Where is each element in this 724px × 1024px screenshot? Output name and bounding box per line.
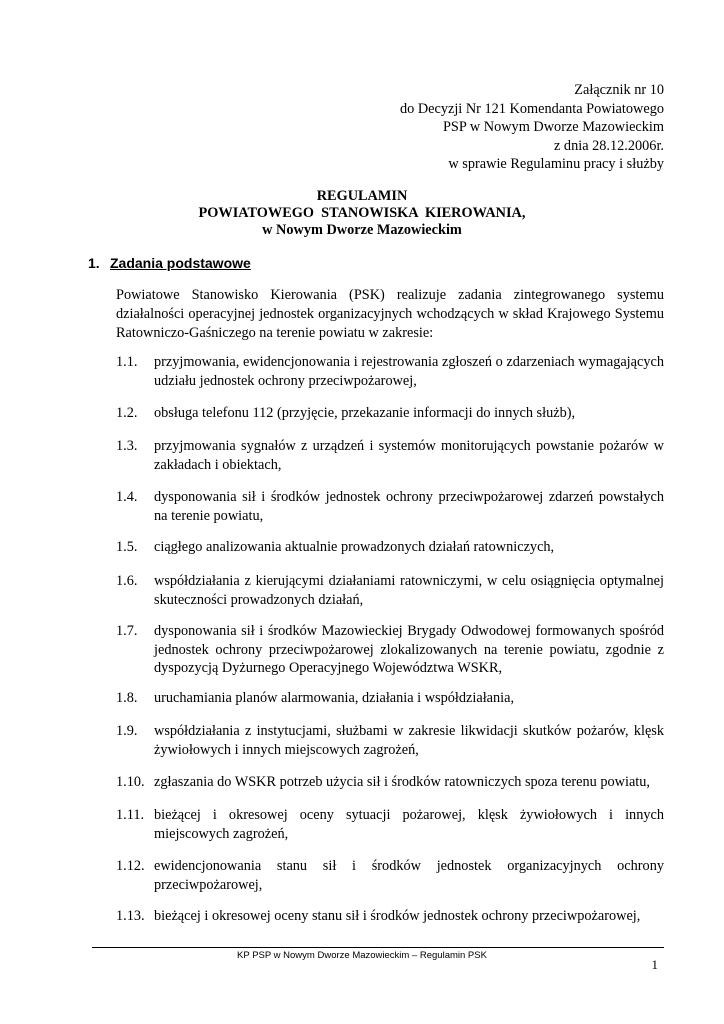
page-number: 1: [651, 957, 658, 972]
title-line-2: POWIATOWEGO STANOWISKA KIEROWANIA,: [198, 205, 526, 221]
item-text: ciągłego analizowania aktualnie prowadzonych działań ratowniczych,: [154, 539, 555, 555]
attachment-number: Załącznik nr 10: [574, 82, 664, 98]
section-heading: [88, 255, 251, 271]
title-line-1: REGULAMIN: [316, 188, 408, 204]
list-item: [116, 689, 664, 708]
list-item: [116, 437, 664, 474]
attachment-unit: PSP w Nowym Dworze Mazowieckim: [442, 119, 664, 136]
item-number: 1.6.: [116, 573, 138, 589]
item-text: dysponowania sił i środków jednostek ochrony przeciwpożarowej zdarzeń powstałych na terenie powiatu,: [154, 489, 664, 524]
item-number: 1.13.: [116, 908, 145, 924]
document-title: [60, 188, 664, 239]
item-number: 1.4.: [116, 489, 138, 505]
item-text: zgłaszania do WSKR potrzeb użycia sił i środków ratowniczych spoza terenu powiatu,: [154, 774, 651, 790]
item-text: bieżącej i okresowej oceny sytuacji pożarowej, klęsk żywiołowych i innych miejscowych zagrożeń,: [154, 807, 664, 842]
attachment-header: [400, 81, 664, 174]
item-text: dysponowania sił i środków Mazowieckiej Brygady Odwodowej formowanych spośród jednostek ochrony przeciwpożarowej zlokalizowanych na terenie powiatu, zgodnie z dyspozycją Dyżurnego Operacyjnego Województwa WSKR,: [154, 623, 664, 677]
list-item: [116, 488, 664, 525]
list-item: [116, 538, 664, 557]
footer-caption: KP PSP w Nowym Dworze Mazowieckim – Regulamin PSK: [237, 950, 487, 961]
intro-paragraph: Powiatowe Stanowisko Kierowania (PSK) realizuje zadania zintegrowanego systemu działalności operacyjnej jednostek organizacyjnych wchodzących w skład Krajowego Systemu Ratowniczo-Gaśniczego na terenie powiatu w zakresie:: [116, 287, 664, 341]
item-text: uruchamiania planów alarmowania, działania i współdziałania,: [154, 690, 515, 706]
item-number: 1.12.: [116, 858, 145, 874]
item-text: przyjmowania, ewidencjonowania i rejestrowania zgłoszeń o zdarzeniach wymagających udziału jednostek ochrony przeciwpożarowej,: [154, 354, 664, 389]
list-item: [116, 907, 664, 926]
item-number: 1.1.: [116, 354, 138, 370]
section-title: Zadania podstawowe: [110, 255, 251, 271]
list-item: [116, 353, 664, 390]
list-item: [116, 857, 664, 894]
title-line-3: w Nowym Dworze Mazowieckim: [262, 222, 462, 238]
item-number: 1.2.: [116, 405, 138, 421]
list-item: [116, 806, 664, 843]
item-number: 1.5.: [116, 539, 138, 555]
list-item: [116, 572, 664, 609]
item-text: współdziałania z kierującymi działaniami ratowniczymi, w celu osiągnięcia optymalnej skuteczności prowadzonych działań,: [154, 573, 664, 608]
item-number: 1.3.: [116, 438, 138, 454]
list-item: [116, 404, 664, 423]
item-number: 1.11.: [116, 807, 145, 823]
list-item: [116, 773, 664, 792]
item-number: 1.9.: [116, 723, 138, 739]
attachment-subject: w sprawie Regulaminu pracy i służby: [448, 156, 664, 173]
item-number: 1.10.: [116, 774, 145, 790]
attachment-date: z dnia 28.12.2006r.: [554, 137, 664, 154]
footer-divider: [92, 947, 664, 948]
item-text: przyjmowania sygnałów z urządzeń i systemów monitorujących powstanie pożarów w zakładach i obiektach,: [154, 438, 664, 473]
attachment-decision: do Decyzji Nr 121 Komendanta Powiatowego: [399, 100, 664, 117]
item-number: 1.7.: [116, 623, 138, 639]
section-number: 1.: [88, 255, 100, 271]
item-text: obsługa telefonu 112 (przyjęcie, przekazanie informacji do innych służb),: [154, 405, 576, 421]
item-text: współdziałania z instytucjami, służbami w zakresie likwidacji skutków pożarów, klęsk żywiołowych i innych miejscowych zagrożeń,: [154, 723, 664, 758]
list-item: [116, 722, 664, 759]
item-number: 1.8.: [116, 690, 138, 706]
item-text: bieżącej i okresowej oceny stanu sił i środków jednostek ochrony przeciwpożarowej,: [154, 908, 641, 924]
item-text: ewidencjonowania stanu sił i środków jednostek organizacyjnych ochrony przeciwpożarowej,: [154, 858, 664, 893]
list-item: [116, 622, 664, 678]
